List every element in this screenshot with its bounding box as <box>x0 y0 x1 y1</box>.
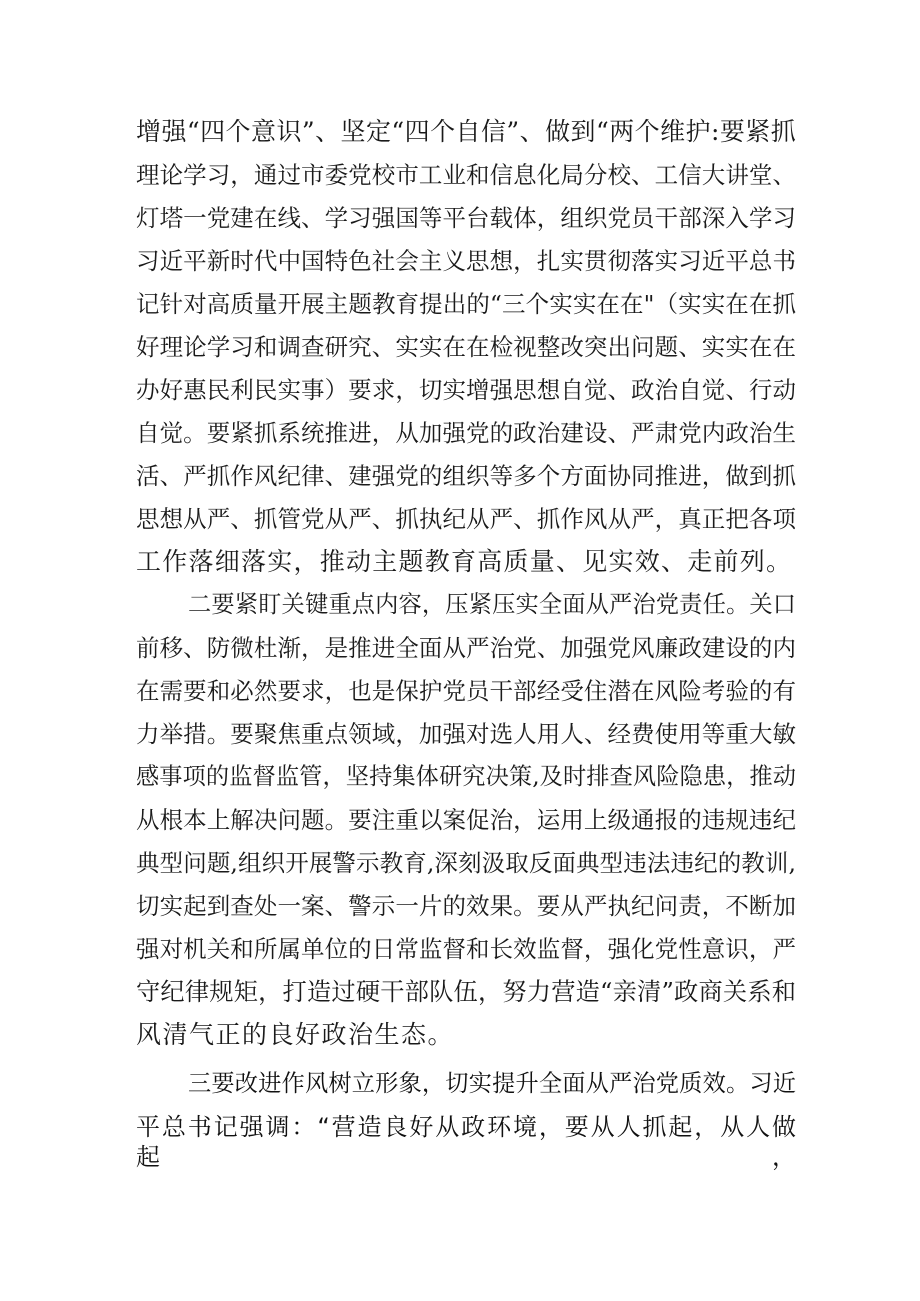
paragraph-line: 切实起到查处一案、警示一片的效果。要从严执纪问责，不断加 <box>136 892 796 920</box>
paragraph-line: 记针对高质量开展主题教育提出的“三个实实在在"（实实在在抓 <box>136 290 796 318</box>
paragraph-line: 感事项的监督监管，坚持集体研究决策,及时排查风险隐患，推动 <box>136 763 796 790</box>
paragraph-line: 前移、防微杜渐，是推进全面从严治党、加强党风廉政建设的内 <box>136 634 796 662</box>
paragraph-line: 典型问题,组织开展警示教育,深刻汲取反面典型违法违纪的教训, <box>136 849 796 877</box>
paragraph-line: 力举措。要聚焦重点领域，加强对选人用人、经费使用等重大敏 <box>136 720 796 748</box>
paragraph-line: 好理论学习和调查研究、实实在在检视整改突出问题、实实在在 <box>136 333 796 361</box>
paragraph-line: 二要紧盯关键重点内容，压紧压实全面从严治党责任。关口 <box>188 591 796 618</box>
paragraph-line: 增强“四个意识”、坚定“四个自信”、做到“两个维护:要紧抓 <box>136 117 796 146</box>
paragraph-line: 守纪律规矩，打造过硬干部队伍，努力营造“亲清”政商关系和 <box>136 977 796 1006</box>
paragraph-line: 习近平新时代中国特色社会主义思想，扎实贯彻落实习近平总书 <box>136 247 796 275</box>
paragraph-line: 工作落细落实，推动主题教育高质量、见实效、走前列。 <box>136 547 793 576</box>
paragraph-line: 办好惠民利民实事）要求，切实增强思想自觉、政治自觉、行动 <box>136 376 796 404</box>
paragraph-line: 理论学习，通过市委党校市工业和信息化局分校、工信大讲堂、 <box>136 161 796 189</box>
paragraph-line: 活、严抓作风纪律、建强党的组织等多个方面协同推进，做到抓 <box>136 462 796 490</box>
paragraph-line: 三要改进作风树立形象，切实提升全面从严治党质效。习近 <box>188 1070 796 1097</box>
paragraph-line: 思想从严、抓管党从严、抓执纪从严、抓作风从严，真正把各项 <box>136 505 796 533</box>
paragraph-line: 强对机关和所属单位的日常监督和长效监督，强化党性意识，严 <box>136 935 796 963</box>
paragraph-line: 灯塔一党建在线、学习强国等平台载体，组织党员干部深入学习 <box>136 204 796 232</box>
paragraph-line: 风清气正的良好政治生态。 <box>136 1020 455 1049</box>
paragraph-line: 从根本上解决问题。要注重以案促治，运用上级通报的违规违纪 <box>136 806 796 834</box>
paragraph-line: 在需要和必然要求，也是保护党员干部经受住潜在风险考验的有 <box>136 677 796 705</box>
paragraph-line: 平总书记强调：“营造良好从政环境，要从人抓起，从人做起， <box>136 1113 796 1171</box>
paragraph-line: 自觉。要紧抓系统推进，从加强党的政治建设、严肃党内政治生 <box>136 419 796 447</box>
